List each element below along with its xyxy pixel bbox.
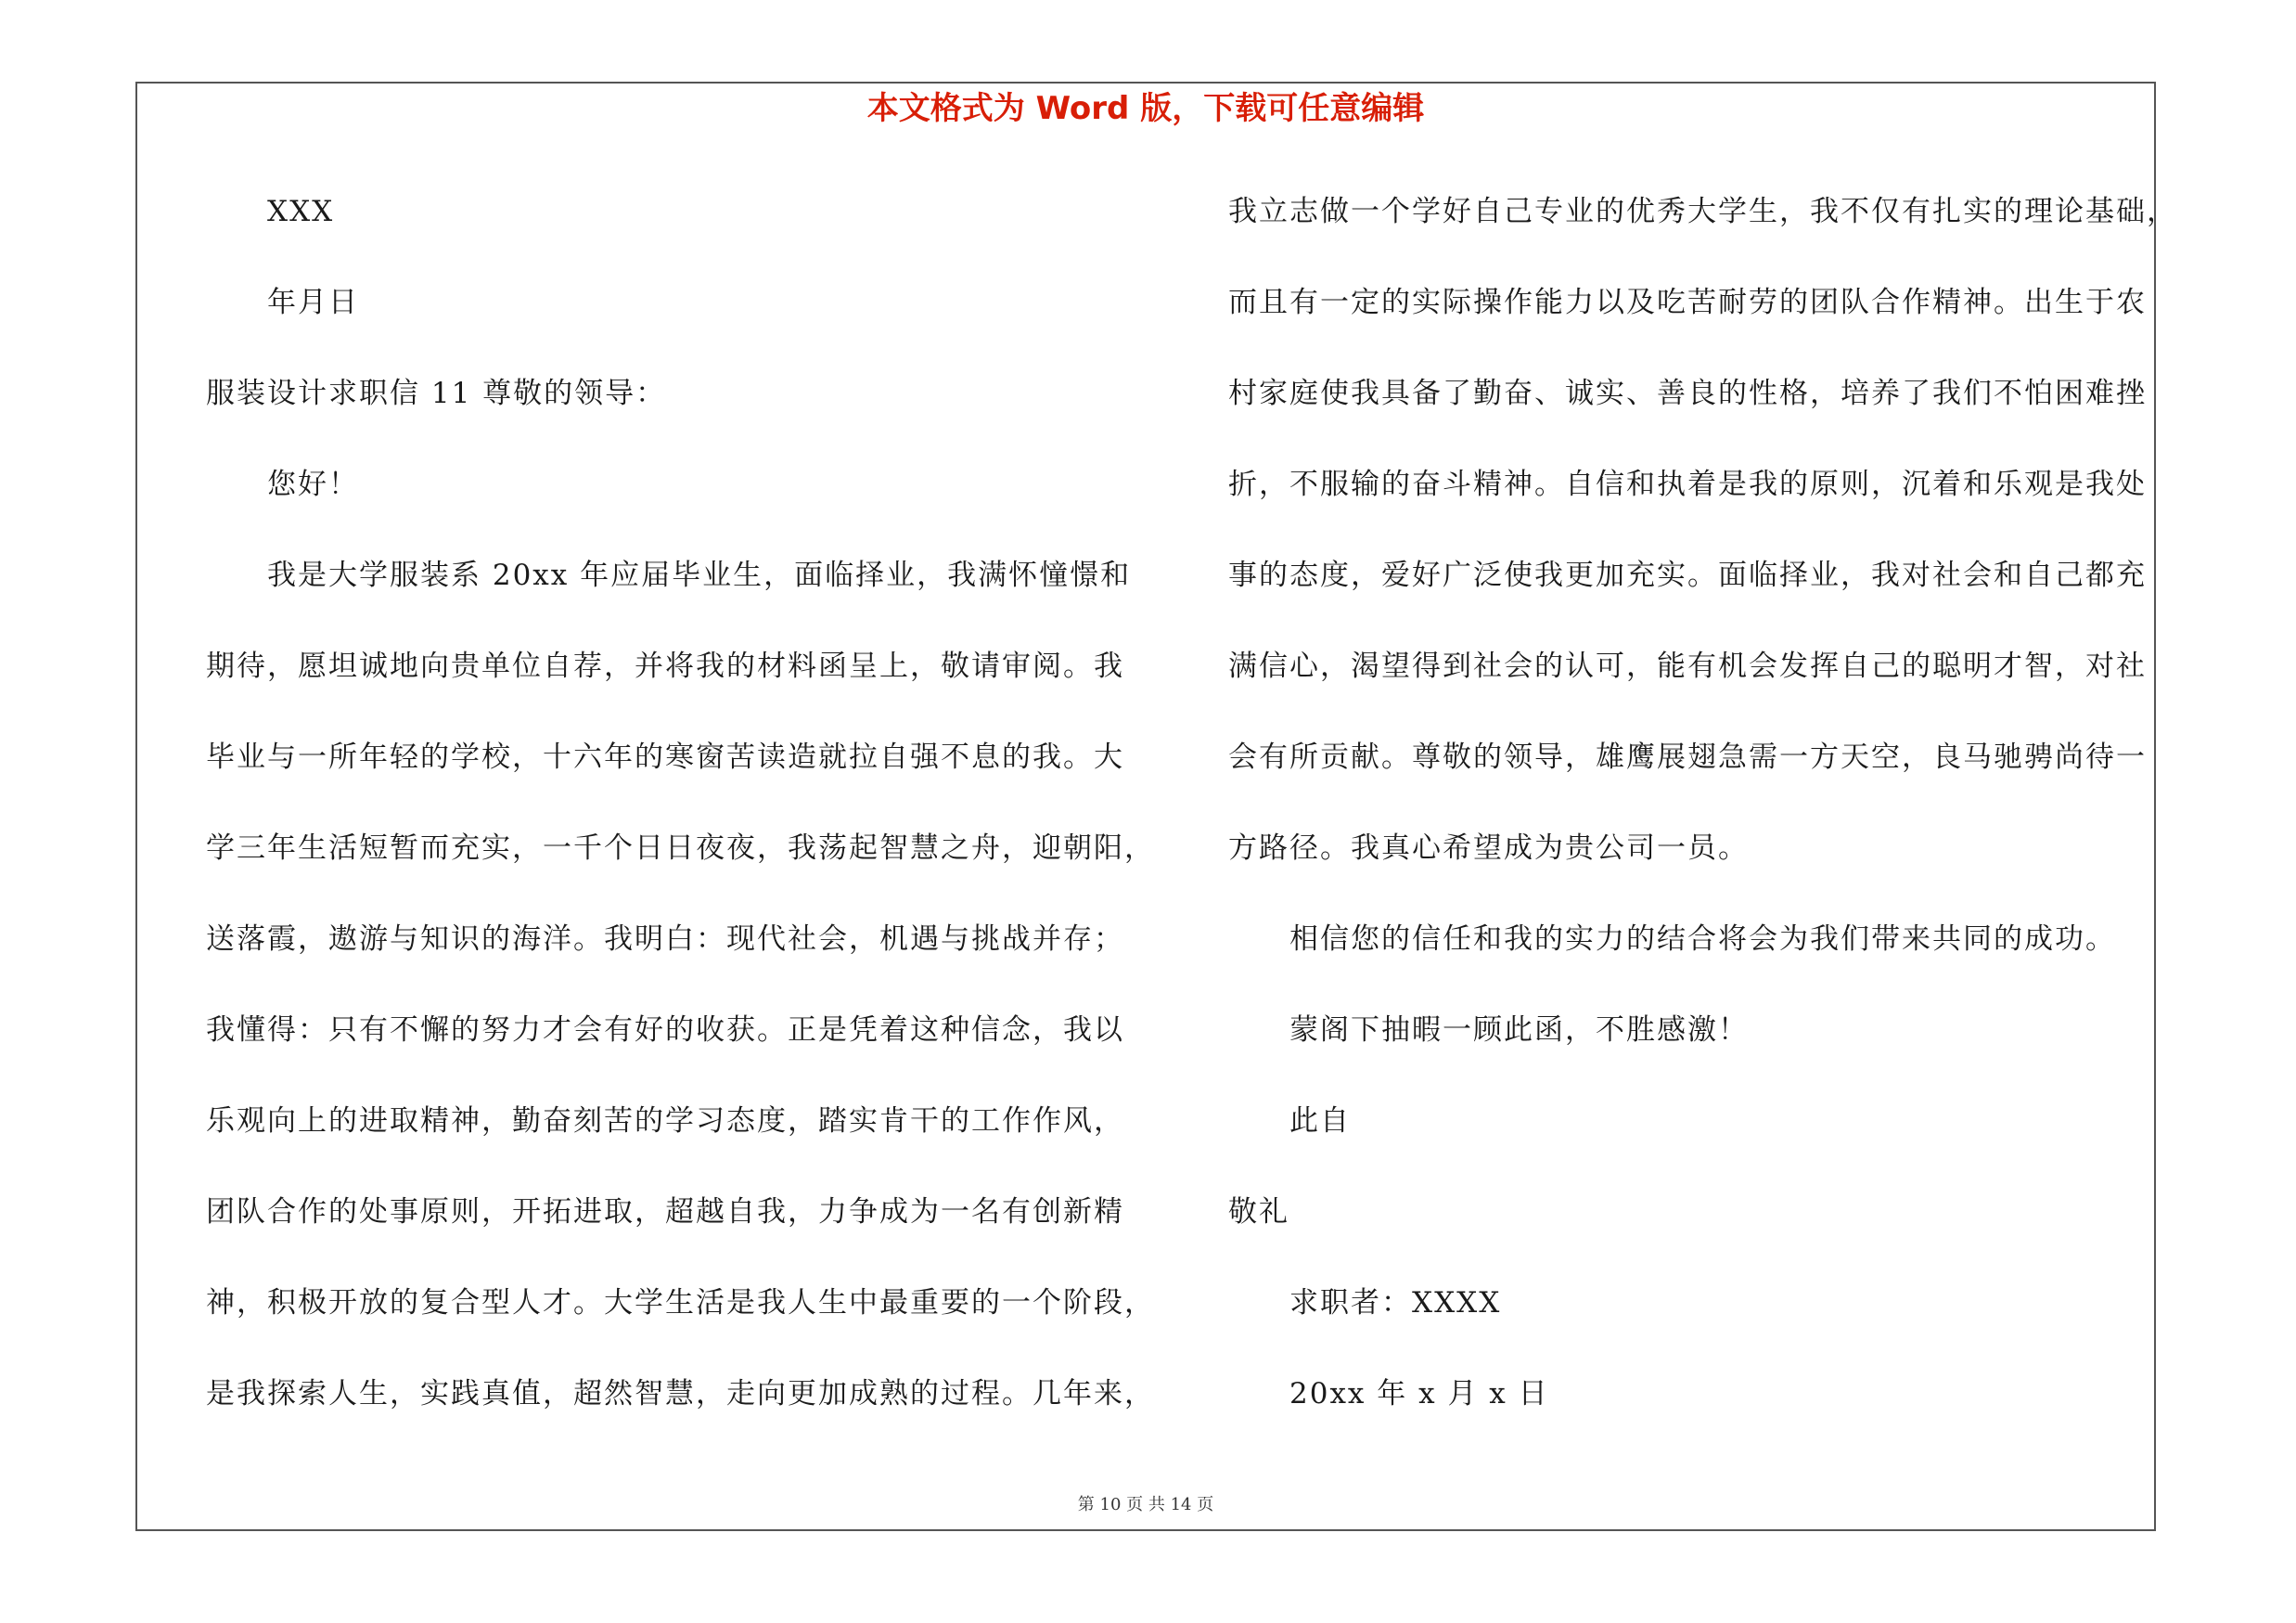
text-line: 我立志做一个学好自己专业的优秀大学生，我不仅有扎实的理论基础， <box>1228 195 2177 228</box>
text-line: 您好！ <box>267 468 359 501</box>
right-column <box>1228 186 2177 1459</box>
text-line: 相信您的信任和我的实力的结合将会为我们带来共同的成功。 <box>1289 922 2116 956</box>
text-line: XXX <box>267 195 335 228</box>
text-line: 年月日 <box>267 286 359 319</box>
text-line: 是我探索人生，实践真值，超然智慧，走向更加成熟的过程。几年来， <box>206 1377 1155 1410</box>
text-line: 满信心，渴望得到社会的认可，能有机会发挥自己的聪明才智，对社 <box>1228 650 2147 683</box>
text-line: 服装设计求职信 11 尊敬的领导： <box>206 377 667 410</box>
text-line: 送落霞，遨游与知识的海洋。我明白：现代社会，机遇与挑战并存； <box>206 922 1124 956</box>
text-line: 期待，愿坦诚地向贵单位自荐，并将我的材料函呈上，敬请审阅。我 <box>206 650 1124 683</box>
text-line: 20xx 年 x 月 x 日 <box>1289 1377 1549 1410</box>
format-banner: 本文格式为 Word 版，下载可任意编辑 <box>866 90 1425 127</box>
text-line: 求职者：XXXX <box>1289 1286 1502 1320</box>
text-line: 我是大学服装系 20xx 年应届毕业生，面临择业，我满怀憧憬和 <box>267 559 1132 592</box>
text-line: 乐观向上的进取精神，勤奋刻苦的学习态度，踏实肯干的工作作风， <box>206 1104 1124 1138</box>
text-line: 村家庭使我具备了勤奋、诚实、善良的性格，培养了我们不怕困难挫 <box>1228 377 2147 410</box>
text-line: 学三年生活短暂而充实，一千个日日夜夜，我荡起智慧之舟，迎朝阳， <box>206 831 1155 865</box>
text-line: 会有所贡献。尊敬的领导，雄鹰展翅急需一方天空，良马驰骋尚待一 <box>1228 741 2147 774</box>
text-line: 团队合作的处事原则，开拓进取，超越自我，力争成为一名有创新精 <box>206 1195 1124 1229</box>
text-line: 蒙阁下抽暇一顾此函，不胜感激！ <box>1289 1013 1749 1047</box>
text-line: 神，积极开放的复合型人才。大学生活是我人生中最重要的一个阶段， <box>206 1286 1155 1320</box>
text-line: 折，不服输的奋斗精神。自信和执着是我的原则，沉着和乐观是我处 <box>1228 468 2147 501</box>
text-line: 此自 <box>1289 1104 1351 1138</box>
left-column <box>206 186 1155 1459</box>
text-line: 我懂得：只有不懈的努力才会有好的收获。正是凭着这种信念，我以 <box>206 1013 1124 1047</box>
page-number-footer: 第 10 页 共 14 页 <box>1077 1495 1214 1514</box>
text-line: 敬礼 <box>1228 1195 1289 1229</box>
text-line: 事的态度，爱好广泛使我更加充实。面临择业，我对社会和自己都充 <box>1228 559 2147 592</box>
text-line: 毕业与一所年轻的学校，十六年的寒窗苦读造就拉自强不息的我。大 <box>206 741 1124 774</box>
text-line: 方路径。我真心希望成为贵公司一员。 <box>1228 831 1749 865</box>
text-line: 而且有一定的实际操作能力以及吃苦耐劳的团队合作精神。出生于农 <box>1228 286 2147 319</box>
